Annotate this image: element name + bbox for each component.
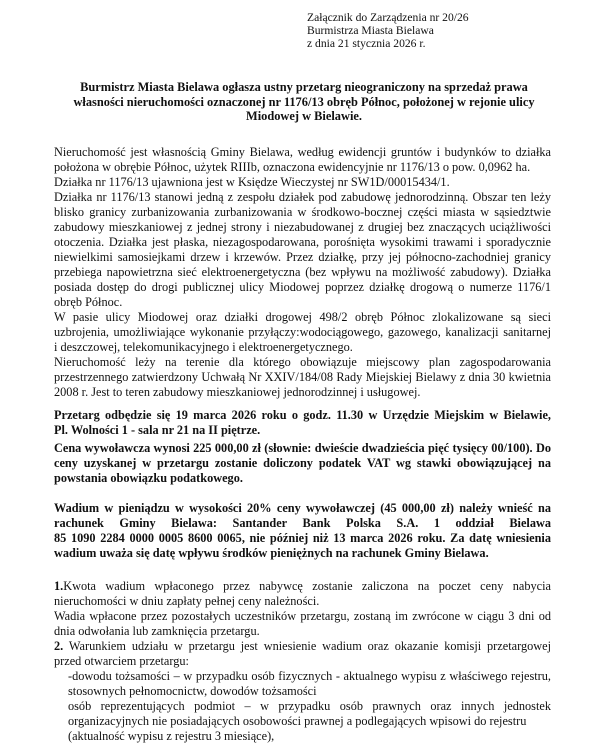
line-text: ceny uzyskanej w przetargu zostanie doliczony podatek VAT wg stawki obowiązującej na [54, 456, 551, 470]
text-line [54, 250, 551, 265]
line-text: uzbrojenia, umożliwiające wykonanie przyłączy:wodociągowego, gazowego, kanalizacji sanitarnej [54, 325, 551, 339]
text-line [68, 729, 551, 744]
paragraph [54, 699, 551, 729]
starting-price-section [54, 441, 551, 486]
line-text: i deszczowej, telekomunikacyjnego i elektroenergetycznego. [54, 340, 353, 354]
text-line [54, 340, 551, 355]
line-text: Kwota wadium wpłaconego przez nabywcę zostanie zaliczona na poczet ceny nabycia [63, 579, 551, 593]
document-title [54, 80, 554, 124]
line-text: rachunek Gminy Bielawa: Santander Bank Polska S.A. 1 oddział Bielawa [54, 516, 551, 530]
text-line [54, 441, 551, 456]
text-line [54, 265, 551, 280]
line-text: przebiega napowietrzna sieć elektroenergetyczna (bez wpływu na możliwość zabudowy). Działka [54, 265, 551, 279]
text-line [54, 546, 551, 561]
deposit-section [54, 501, 551, 561]
line-text: Nieruchomość leży na terenie dla którego obowiązuje miejscowy plan zagospodarowania [54, 355, 551, 369]
line-text: otoczenia. Działka jest płaska, niezagospodarowana, porośnięta wysokimi trawami i sporadycznie [54, 235, 551, 249]
text-line [54, 594, 551, 609]
line-text: osób reprezentujących podmiot – w przypadku osób prawnych oraz innych jednostek [68, 699, 551, 713]
line-text: organizacyjnych nie posiadających osobowości prawnej a podlegających wpisowi do rejestru [68, 714, 527, 728]
text-line [54, 456, 551, 471]
item-number: 2. [54, 639, 64, 653]
line-text: obręb Północ. [54, 295, 123, 309]
paragraph [54, 501, 551, 561]
line-text: Działka nr 1176/13 ujawniona jest w Księdze Wieczystej nr SW1D/00015434/1. [54, 175, 450, 189]
line-text: dnia odwołania lub zamknięcia przetargu. [54, 624, 260, 638]
paragraph [54, 441, 551, 486]
text-line [54, 408, 551, 423]
text-line [54, 654, 551, 669]
line-text: nieruchomości w dniu zapłaty pełnej ceny należności. [54, 594, 320, 608]
text-line [68, 714, 551, 729]
text-line [54, 160, 551, 175]
text-line [68, 699, 551, 714]
line-text: 2008 r. Jest to teren zabudowy mieszkaniowej jednorodzinnej i usługowej. [54, 385, 421, 399]
line-text: zabudowy mieszkaniowej z jednej strony i niezabudowanej z drugiej bez znaczących uciążliwości [54, 220, 551, 234]
text-line [54, 205, 551, 220]
text-line [54, 609, 551, 624]
text-line [54, 423, 551, 438]
paragraph [54, 310, 551, 355]
line-text: Działka nr 1176/13 stanowi jedną z zespołu działek pod zabudowę jednorodzinną. Obszar ten leży [54, 190, 551, 204]
text-line [54, 175, 551, 190]
paragraph [54, 669, 551, 699]
line-text: Cena wywoławcza wynosi 225 000,00 zł (słownie: dwieście dwadzieścia pięć tysięcy 00/100). Do [54, 441, 551, 455]
conditions-section [54, 579, 551, 744]
text-line [54, 639, 551, 654]
paragraph [54, 639, 551, 669]
text-line [54, 295, 551, 310]
line-text: W pasie ulicy Miodowej oraz działki drogowej 498/2 obręb Północ zlokalizowane są sieci [54, 310, 551, 324]
paragraph [54, 175, 551, 190]
paragraph [54, 609, 551, 639]
text-line [54, 235, 551, 250]
title-line: Burmistrz Miasta Bielawa ogłasza ustny przetarg nieograniczony na sprzedaż prawa [80, 80, 528, 94]
text-line [54, 190, 551, 205]
line-text: 85 1090 2284 0000 0005 8600 0065, nie później niż 13 marca 2026 roku. Za datę wniesienia [54, 531, 551, 545]
paragraph [54, 355, 551, 400]
header-line: Burmistrza Miasta Bielawa [307, 24, 434, 37]
line-text: (aktualność wypisu z rejestru 3 miesiące), [68, 729, 275, 743]
header-line: z dnia 21 stycznia 2026 r. [307, 37, 426, 50]
text-line [54, 310, 551, 325]
text-line [54, 325, 551, 340]
paragraph [54, 729, 551, 744]
line-text: stosownych pełnomocnictw, dowodów tożsamości [68, 684, 317, 698]
text-line [54, 355, 551, 370]
paragraph [54, 408, 551, 438]
line-text: powstania obowiązku podatkowego. [54, 471, 243, 485]
text-line [54, 385, 551, 400]
text-line [54, 370, 551, 385]
line-text: Wadia wpłacone przez pozostałych uczestników przetargu, zostaną im zwrócone w ciągu 3 dni od [54, 609, 551, 623]
line-text: wadium uważa się datę wpływu środków pieniężnych na rachunek Gminy Bielawa. [54, 546, 489, 560]
text-line [54, 145, 551, 160]
text-line [54, 531, 551, 546]
line-text: niewielkimi samosiejkami drzew i krzewów. Przez działkę, przy jej północno-zachodniej granicy [54, 250, 551, 264]
text-line [54, 280, 551, 295]
text-line [54, 501, 551, 516]
line-text: posiada dostęp do drogi publicznej ulicy Miodowej poprzez działkę drogową o numerze 1176/1 [54, 280, 551, 294]
line-text: Pl. Wolności 1 - sala nr 21 na II piętrze. [54, 423, 261, 437]
title-line: własności nieruchomości oznaczonej nr 1176/13 obręb Północ, położonej w rejonie ulicy [73, 94, 535, 109]
paragraph [54, 145, 551, 175]
text-line [54, 624, 551, 639]
property-description-section [54, 145, 551, 400]
line-text: Warunkiem udziału w przetargu jest wniesienie wadium oraz okazanie komisji przetargowej [63, 639, 551, 653]
item-number: 1. [54, 579, 64, 593]
auction-date-section [54, 408, 551, 438]
title-line: Miodowej w Bielawie. [246, 109, 362, 124]
text-line [54, 220, 551, 235]
header-line: Załącznik do Zarządzenia nr 20/26 [307, 11, 469, 24]
line-text: Nieruchomość jest własnością Gminy Bielawa, według ewidencji gruntów i budynków to działka [54, 145, 551, 159]
line-text: Wadium w pieniądzu w wysokości 20% ceny wywoławczej (45 000,00 zł) należy wnieść na [54, 501, 551, 515]
text-line [68, 669, 551, 684]
document-header [307, 11, 469, 50]
text-line [54, 471, 551, 486]
line-text: Przetarg odbędzie się 19 marca 2026 roku o godz. 11.30 w Urzędzie Miejskim w Bielawie, [54, 408, 551, 422]
line-text: przed otwarciem przetargu: [54, 654, 189, 668]
paragraph [54, 190, 551, 310]
text-line [54, 516, 551, 531]
text-line [54, 579, 551, 594]
line-text: -dowodu tożsamości – w przypadku osób fizycznych - aktualnego wypisu z właściwego rejestru, [68, 669, 551, 683]
line-text: położona w obrębie Północ, użytek RIIIb, oznaczona ewidencyjnie nr 1176/13 o pow. 0,0962 ha. [54, 160, 531, 174]
text-line [68, 684, 551, 699]
line-text: blisko granicy zurbanizowania zurbanizowania w środkowo-bocznej części miasta w sąsiedztwie [54, 205, 551, 219]
paragraph [54, 579, 551, 609]
line-text: przestrzennego zatwierdzony Uchwałą Nr XXIV/184/08 Rady Miejskiej Bielawy z dnia 30 kwietnia [54, 370, 551, 384]
